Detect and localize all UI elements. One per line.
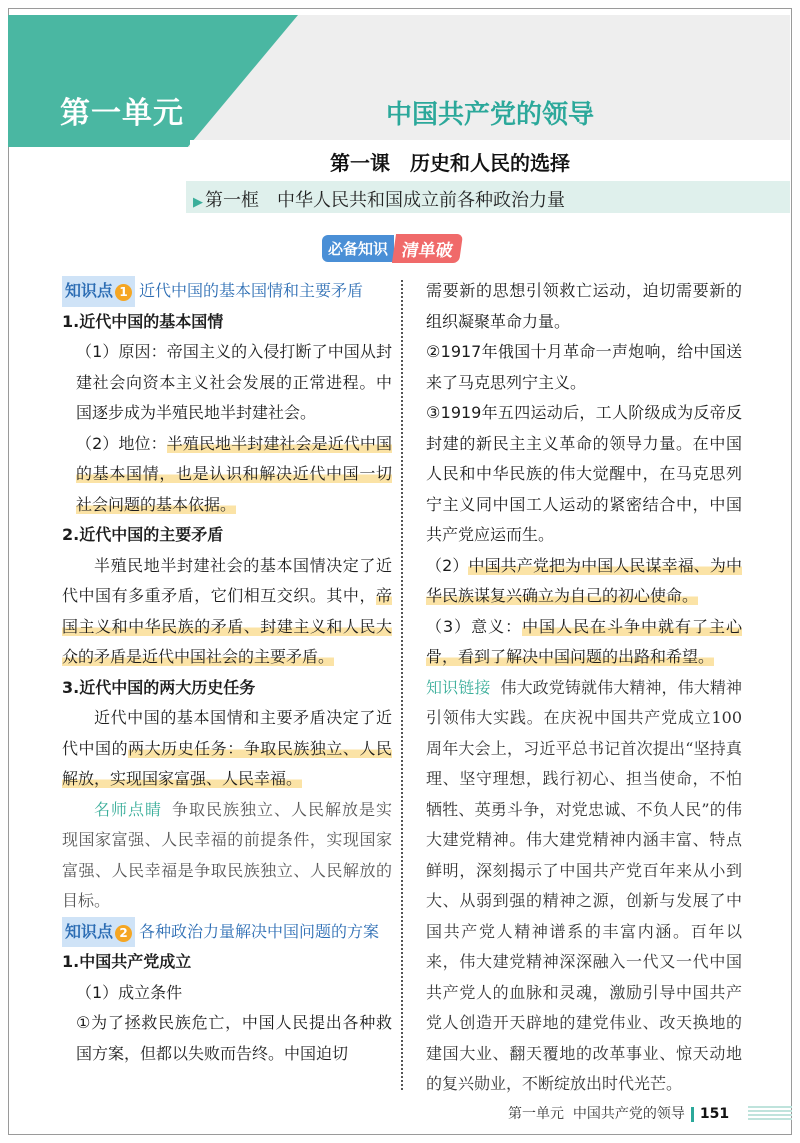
paragraph-conditions: （1）成立条件: [76, 982, 183, 1002]
footer-title: 中国共产党的领导: [572, 1106, 685, 1122]
unit-title: 中国共产党的领导: [385, 100, 594, 130]
right-column: [426, 276, 742, 1100]
highlight-text: 半殖民地半封建社会是近代中国的基本国情，也是认识和解决近代中国一切社会问题的基本依据。: [76, 433, 392, 514]
paragraph-mission: （2）中国共产党把为中国人民谋幸福、为中华民族谋复兴确立为自己的初心使命。: [426, 555, 742, 605]
triangle-right-icon: ▶: [193, 195, 203, 210]
paragraph-tasks: 近代中国的基本国情和主要矛盾决定了近代中国的两大历史任务：争取民族独立、人民解放，实现国家富强、人民幸福。: [62, 708, 392, 788]
knowledge-link-label: 知识链接: [426, 677, 491, 697]
kp-tag: 知识点 2: [62, 917, 135, 948]
kp-number-badge: 2: [115, 925, 132, 942]
highlight-text: 中国共产党把为中国人民谋幸福、为中华民族谋复兴确立为自己的初心使命。: [426, 555, 742, 605]
section-title-text: 第一框 中华人民共和国成立前各种政治力量: [205, 190, 565, 211]
column-divider: [401, 280, 403, 1090]
left-column: [62, 276, 392, 1069]
heading-historic-tasks: 3.近代中国的两大历史任务: [62, 677, 256, 697]
badge-left-label: 必备知识: [322, 235, 394, 262]
badge-right-label: 清单破: [392, 234, 463, 263]
footer-stripes: [748, 1106, 792, 1122]
lesson-title: 第一课 历史和人民的选择: [330, 151, 570, 175]
heading-basic-condition: 1.近代中国的基本国情: [62, 311, 224, 331]
paragraph-status: （2）地位：半殖民地半封建社会是近代中国的基本国情，也是认识和解决近代中国一切社会问题的基本依据。: [76, 433, 392, 514]
paragraph-contradiction: 半殖民地半封建社会的基本国情决定了近代中国有多重矛盾，它们相互交织。其中，帝国主义和中华民族的矛盾、封建主义和人民大众的矛盾是近代中国社会的主要矛盾。: [62, 555, 392, 666]
page-number: 151: [699, 1106, 730, 1122]
kp-title: 近代中国的基本国情和主要矛盾: [139, 281, 364, 300]
highlight-text: 帝国主义和中华民族的矛盾、封建主义和人民大众的矛盾是近代中国社会的主要矛盾。: [62, 586, 392, 666]
highlight-text: 中国人民在斗争中就有了主心骨，看到了解决中国问题的出路和希望。: [426, 616, 742, 666]
paragraph-condition-1: ①为了拯救民族危亡，中国人民提出各种救国方案，但都以失败而告终。中国迫切: [76, 1013, 392, 1063]
knowledge-link: 知识链接 伟大政党铸就伟大精神，伟大精神引领伟大实践。在庆祝中国共产党成立100周年大会上，习近平总书记首次提出“坚持真理、坚守理想，践行初心、担当使命，不怕牺牲、英勇斗争，对党忠诚、不负人民”的伟大建党精神。伟大建党精神内涵丰富、特点鲜明，深刻揭示了中国共产党百年来从小到大、从弱到强的精神之源，创新与发展了中国共产党人精神谱系的丰富内涵。百年以来，伟大建党精神深深融入一代又一代中国共产党人的血脉和灵魂，激励引导中国共产党人创造开天辟地的建党伟业、改天换地的建国大业、翻天覆地的改革事业、惊天动地的复兴勋业，不断绽放出时代光芒。: [426, 677, 742, 1093]
kp-number-badge: 1: [115, 284, 132, 301]
heading-cpc-founding: 1.中国共产党成立: [62, 952, 192, 971]
teacher-note: 名师点睛 争取民族独立、人民解放是实现国家富强、人民幸福的前提条件，实现国家富强、人民幸福是争取民族独立、人民解放的目标。: [62, 799, 392, 910]
section-badge: [322, 234, 461, 262]
page-footer: [508, 1103, 729, 1123]
paragraph-continuation: 需要新的思想引领救亡运动，迫切需要新的组织凝聚革命力量。: [426, 281, 742, 331]
footer-separator: [691, 1107, 694, 1122]
paragraph-condition-2: ②1917年俄国十月革命一声炮响，给中国送来了马克思列宁主义。: [426, 342, 742, 392]
paragraph-cause: （1）原因：帝国主义的入侵打断了中国从封建社会向资本主义社会发展的正常进程。中国逐步成为半殖民地半封建社会。: [76, 342, 392, 422]
footer-unit: 第一单元: [508, 1106, 564, 1122]
paragraph-condition-3: ③1919年五四运动后，工人阶级成为反帝反封建的新民主主义革命的领导力量。在中国人民和中华民族的伟大觉醒中，在马克思列宁主义同中国工人运动的紧密结合中，中国共产党应运而生。: [426, 403, 742, 544]
teacher-note-label: 名师点睛: [94, 799, 162, 819]
knowledge-point-2: [62, 917, 392, 948]
kp-title: 各种政治力量解决中国问题的方案: [139, 921, 380, 941]
unit-label: 第一单元: [60, 96, 184, 131]
highlight-text: 两大历史任务：争取民族独立、人民解放，实现国家富强、人民幸福。: [62, 738, 392, 788]
knowledge-point-1: [62, 276, 392, 307]
kp-tag: 知识点 1: [62, 276, 135, 307]
paragraph-significance: （3）意义：中国人民在斗争中就有了主心骨，看到了解决中国问题的出路和希望。: [426, 616, 742, 666]
heading-main-contradiction: 2.近代中国的主要矛盾: [62, 525, 224, 544]
section-title: [193, 186, 565, 212]
